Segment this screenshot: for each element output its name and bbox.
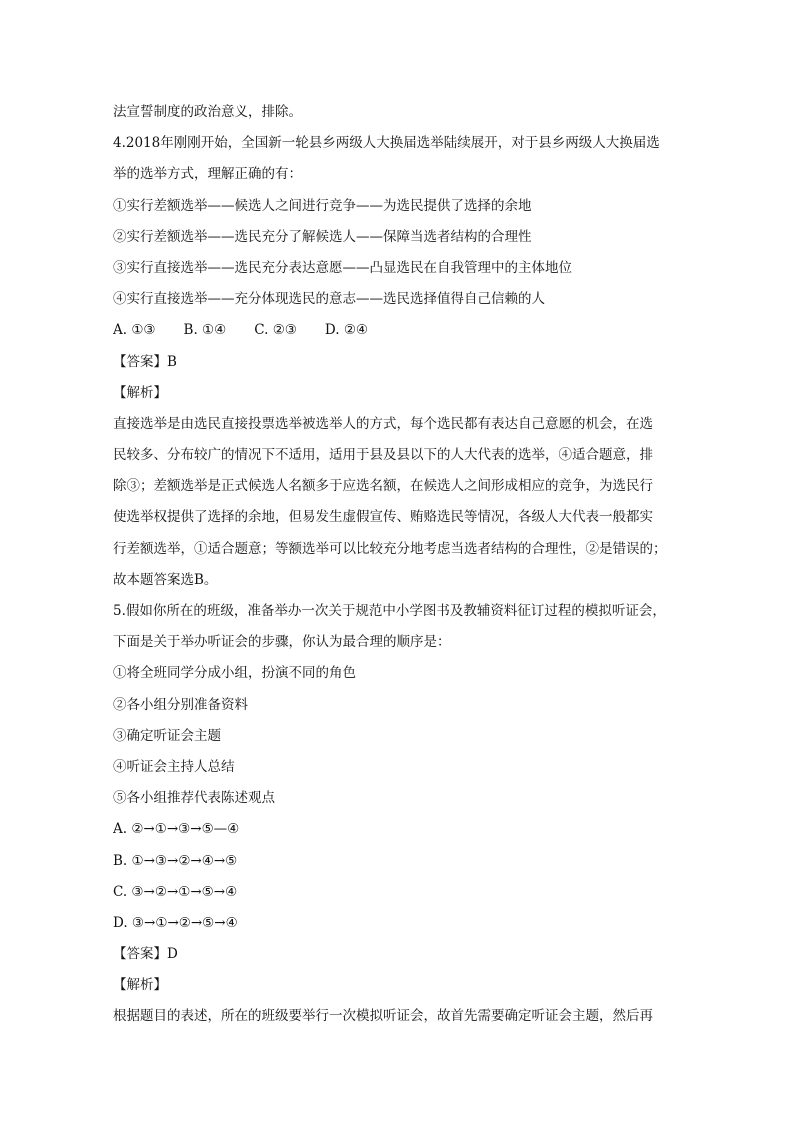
analysis-line: 使选举权提供了选择的余地，但易发生虚假宣传、贿赂选民等情况，各级人大代表一般都实: [113, 509, 653, 526]
question-5-option-c: C. ③→②→①→⑤→④: [113, 883, 238, 900]
question-5-stem-line-2: 下面是关于举办听证会的步骤，你认为最合理的顺序是：: [113, 634, 451, 651]
analysis-line: 根据题目的表述，所在的班级要举行一次模拟听证会，故首先需要确定听证会主题，然后再: [113, 1008, 653, 1025]
analysis-line: 民较多、分布较广的情况下不适用，适用于县及县以下的人大代表的选举，④适合题意，排: [113, 447, 653, 464]
question-4-stem-line-1: 4.2018年刚刚开始，全国新一轮县乡两级人大换届选举陆续展开，对于县乡两级人大换届选: [113, 135, 660, 152]
analysis-line: 除③；差额选举是正式候选人名额多于应选名额，在候选人之间形成相应的竞争，为选民行: [113, 478, 653, 495]
question-4-item-2: ②实行差额选举——选民充分了解候选人——保障当选者结构的合理性: [113, 228, 532, 245]
option-d: D. ②④: [324, 322, 369, 339]
question-5-item-2: ②各小组分别准备资料: [113, 696, 248, 713]
analysis-line: 直接选举是由选民直接投票选举被选举人的方式，每个选民都有表达自己意愿的机会，在选: [113, 415, 653, 432]
question-4-options: [113, 315, 683, 346]
question-5-item-5: ⑤各小组推荐代表陈述观点: [113, 790, 275, 807]
analysis-label: 【解析】: [113, 384, 167, 401]
question-5-item-4: ④听证会主持人总结: [113, 758, 235, 775]
question-5-stem-line-1: 5.假如你所在的班级，准备举办一次关于规范中小学图书及教辅资料征订过程的模拟听证会，: [113, 603, 666, 619]
text-line: 法宣誓制度的政治意义，排除。: [113, 104, 302, 120]
option-b: B. ①④: [183, 322, 227, 339]
question-5-item-3: ③确定听证会主题: [113, 727, 221, 744]
question-4-item-1: ①实行差额选举——候选人之间进行竞争——为选民提供了选择的余地: [113, 197, 532, 214]
question-4-stem-line-2: 举的选举方式，理解正确的有：: [113, 166, 302, 183]
question-4-item-3: ③实行直接选举——选民充分表达意愿——凸显选民在自我管理中的主体地位: [113, 259, 572, 276]
question-5-option-d: D. ③→①→②→⑤→④: [113, 914, 238, 931]
question-5-item-1: ①将全班同学分成小组，扮演不同的角色: [113, 665, 356, 682]
question-4-item-4: ④实行直接选举——充分体现选民的意志——选民选择值得自己信赖的人: [113, 291, 545, 308]
analysis-line: 行差额选举，①适合题意；等额选举可以比较充分地考虑当选者结构的合理性，②是错误的；: [113, 540, 667, 557]
document-page: [113, 97, 683, 1033]
question-5-option-b: B. ①→③→②→④→⑤: [113, 852, 238, 869]
analysis-label: 【解析】: [113, 977, 167, 994]
option-a: A. ①③: [113, 322, 156, 339]
question-5-option-a: A. ②→①→③→⑤—④: [113, 821, 240, 838]
answer-label: 【答案】B: [113, 353, 177, 370]
answer-label: 【答案】D: [113, 946, 178, 963]
option-c: C. ②③: [254, 322, 297, 339]
analysis-line: 故本题答案选B。: [113, 571, 218, 588]
